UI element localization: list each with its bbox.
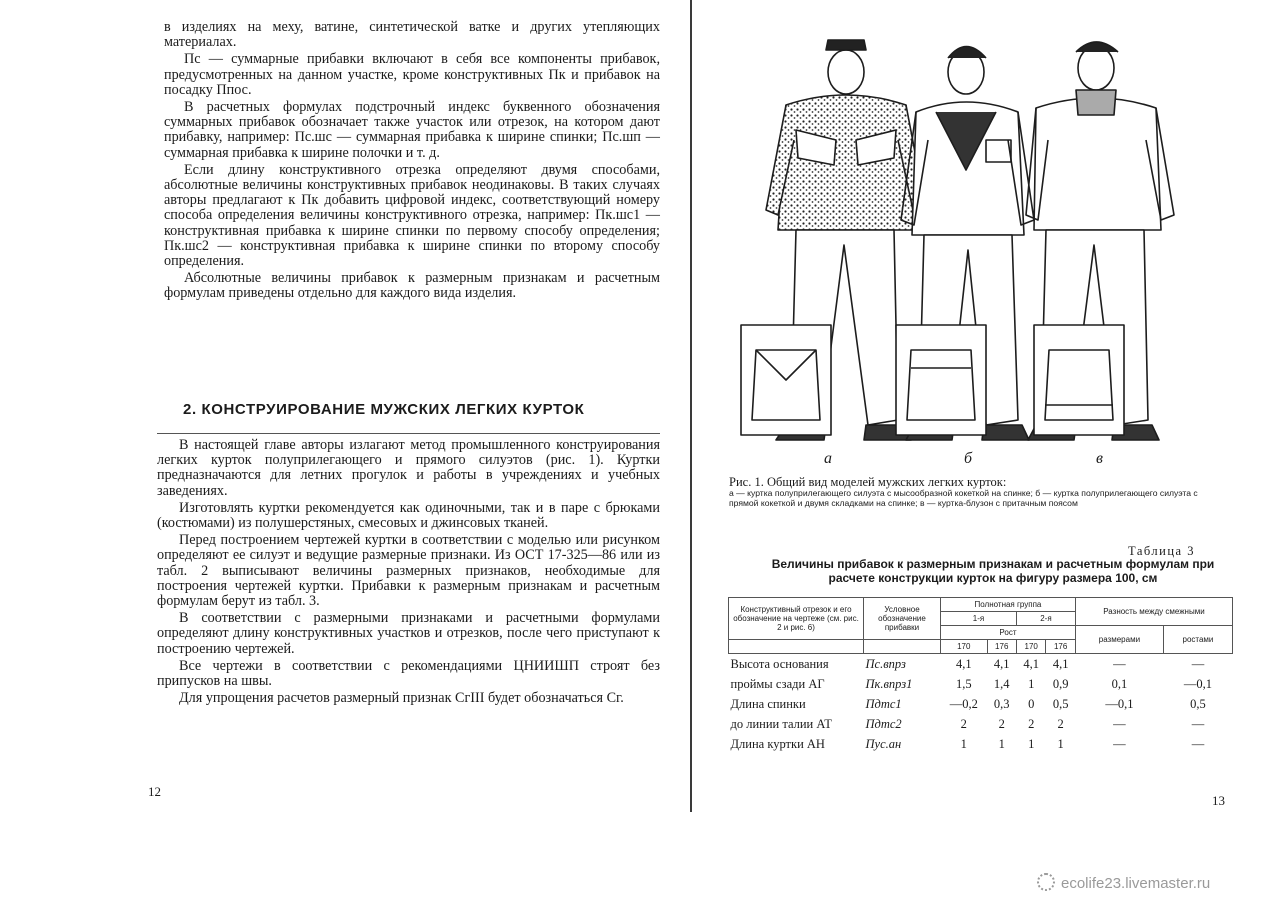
watermark <box>1037 873 1210 892</box>
paragraph: В соответствии с размерными признаками и расчетными формулами определяют длину конструктивных участков и отрезков, после чего приступают к построению чертежей. <box>157 610 660 657</box>
column-header-group-1: 1-я <box>941 612 1017 626</box>
book-spine <box>690 0 692 812</box>
column-header-symbol: Условное обозначение прибавки <box>864 598 941 640</box>
value-cell: 2 <box>960 716 967 731</box>
value-cell: 1 <box>960 736 967 751</box>
value-cell: 1,5 <box>955 676 972 691</box>
value-cell: 4,1 <box>1023 656 1040 671</box>
paragraph: Все чертежи в соответствии с рекомендациями ЦНИИШП строят без припусков на швы. <box>157 657 660 690</box>
value-cell: 1,4 <box>993 676 1010 691</box>
page-number-right: 13 <box>1212 793 1225 808</box>
value-cell: 2 <box>1057 716 1064 731</box>
paragraph: В расчетных формулах подстрочный индекс буквенного обозначения суммарных прибавок обозначает также участок или отрезок, на котором дают прибавку, например: Пс.шс — суммарная прибавка к ширине спинки; Пс.шп — суммарная прибавка к ширине полочки и т. д. <box>164 99 660 161</box>
column-header-height: Рост <box>941 626 1076 640</box>
segment-cell: Длина куртки АН <box>730 736 825 751</box>
allowance-table <box>728 597 1233 754</box>
figure-caption <box>729 476 1229 508</box>
column-header-segment: Конструктивный отрезок и его обозначение на чертеже (см. рис. 2 и рис. 6) <box>729 598 864 640</box>
column-header-group: Полнотная группа <box>941 598 1076 612</box>
table-row <box>729 714 1233 734</box>
diff-height-cell: — <box>1191 656 1205 671</box>
paragraph: Пс — суммарные прибавки включают в себя все компоненты прибавок, предусмотренных на данном участке, кроме конструктивных Пк и прибавок на посадку Ппос. <box>164 51 660 98</box>
figure-letter-a: а <box>824 450 832 467</box>
paragraph: Абсолютные величины прибавок к размерным признакам и расчетным формулам приведены отдельно для каждого вида изделия. <box>164 270 660 302</box>
diff-size-cell: —0,1 <box>1105 696 1134 711</box>
page-number-left: 12 <box>148 784 161 799</box>
watermark-text: ecolife23.livemaster.ru <box>1061 875 1211 892</box>
diff-size-cell: — <box>1113 736 1126 751</box>
table-label: Таблица 3 <box>1128 544 1195 558</box>
watermark-logo-icon <box>1037 873 1055 891</box>
value-cell: 0 <box>1028 696 1035 711</box>
value-cell: 1 <box>1028 736 1035 751</box>
chapter-title: 2. КОНСТРУИРОВАНИЕ МУЖСКИХ ЛЕГКИХ КУРТОК <box>183 401 585 418</box>
table-row <box>729 654 1233 675</box>
figure-caption-title: Рис. 1. Общий вид моделей мужских легких курток: <box>729 475 1007 489</box>
paragraph: Для упрощения расчетов размерный признак СгIII будет обозначаться Сг. <box>179 690 624 707</box>
diff-size-cell: — <box>1113 716 1126 731</box>
segment-cell: Высота основания <box>730 656 829 671</box>
paragraph: Перед построением чертежей куртки в соответствии с моделью или рисунком определяют ее силуэт и ведущие размерные признаки. Из ОСТ 17-325—86 или из табл. 2 выписывают величины размерных признаков, необходимые для построения чертежей куртки. Прибавки к размерным признакам и расчетным формулам берут из табл. 3. <box>157 532 660 610</box>
value-cell: —0,2 <box>949 696 978 711</box>
figure-letter-c: в <box>1096 450 1103 467</box>
table-row <box>729 694 1233 714</box>
value-cell: 4,1 <box>993 656 1010 671</box>
symbol-cell: Пдтс1 <box>865 696 902 711</box>
value-cell: 1 <box>1028 676 1035 691</box>
value-cell: 0,3 <box>993 696 1010 711</box>
value-cell: 1 <box>998 736 1005 751</box>
table-row <box>729 734 1233 754</box>
symbol-cell: Пс.впрз <box>865 656 906 671</box>
segment-cell: Длина спинки <box>730 696 806 711</box>
paragraph: Если длину конструктивного отрезка определяют двумя способами, абсолютные величины конструктивных прибавок неодинаковы. В таких случаях авторы предлагают к Пк добавить цифровой индекс, соответствующий номеру способа определения величины конструктивного отрезка, например: Пк.шс1 — конструктивная прибавка к ширине спинки по первому способу определения; Пк.шс2 — конструктивная прибавка к ширине спинки по второму способу определения. <box>164 161 660 270</box>
column-header-group-2: 2-я <box>1016 612 1075 626</box>
diff-height-cell: —0,1 <box>1183 676 1213 691</box>
column-header-height-176: 176 <box>1046 640 1075 654</box>
column-header-empty <box>864 640 941 654</box>
diff-height-cell: — <box>1191 716 1205 731</box>
paragraph: В настоящей главе авторы излагают метод промышленного конструирования легких курток полуприлегающего и прямого силуэтов (рис. 1). Куртки предназначаются для летних прогулок и работы в учреждениях и учебных заведениях. <box>157 437 660 499</box>
paragraph: в изделиях на меху, ватине, синтетической ватке и других утепляющих материалах. <box>164 19 660 51</box>
column-header-heights: ростами <box>1163 626 1232 654</box>
column-header-height-170: 170 <box>1016 640 1045 654</box>
table-title: Величины прибавок к размерным признакам и расчетным формулам при расчете конструкции курток на фигуру размера 100, см <box>771 557 1215 585</box>
left-page-chapter-text <box>157 438 660 708</box>
table-row <box>729 674 1233 694</box>
column-header-difference: Разность между смежными <box>1075 598 1232 626</box>
value-cell: 2 <box>998 716 1005 731</box>
value-cell: 0,5 <box>1052 696 1069 711</box>
diff-size-cell: 0,1 <box>1111 676 1128 691</box>
figure-letter-b: б <box>964 450 973 467</box>
paragraph: Изготовлять куртки рекомендуется как одиночными, так и в паре с брюками (костюмами) из полушерстяных, смесовых и джинсовых тканей. <box>157 499 660 532</box>
diff-height-cell: — <box>1191 736 1205 751</box>
jacket-models-illustration <box>736 30 1206 470</box>
value-cell: 0,9 <box>1052 676 1069 691</box>
diff-height-cell: 0,5 <box>1190 696 1206 711</box>
symbol-cell: Пдтс2 <box>865 716 902 731</box>
diff-size-cell: — <box>1113 656 1126 671</box>
left-page-top-text <box>164 20 660 304</box>
value-cell: 4,1 <box>955 656 972 671</box>
value-cell: 2 <box>1028 716 1035 731</box>
column-header-sizes: размерами <box>1075 626 1163 654</box>
column-header-height-176: 176 <box>987 640 1016 654</box>
column-header-height-170: 170 <box>941 640 988 654</box>
back-view-insets <box>741 325 1124 435</box>
segment-cell: до линии талии АТ <box>730 716 832 731</box>
chapter-divider <box>157 433 660 434</box>
segment-cell: проймы сзади АГ <box>730 676 825 691</box>
figure-caption-description: а — куртка полуприлегающего силуэта с мысообразной кокеткой на спинке; б — куртка полуприлегающего силуэта с прямой кокеткой и двумя складками на спинке; в — куртка-блузон с притачным поясом <box>729 488 1198 508</box>
value-cell: 1 <box>1057 736 1064 751</box>
value-cell: 4,1 <box>1052 656 1069 671</box>
symbol-cell: Пк.впрз1 <box>865 676 913 691</box>
column-header-empty <box>729 640 864 654</box>
symbol-cell: Пус.ан <box>865 736 902 751</box>
